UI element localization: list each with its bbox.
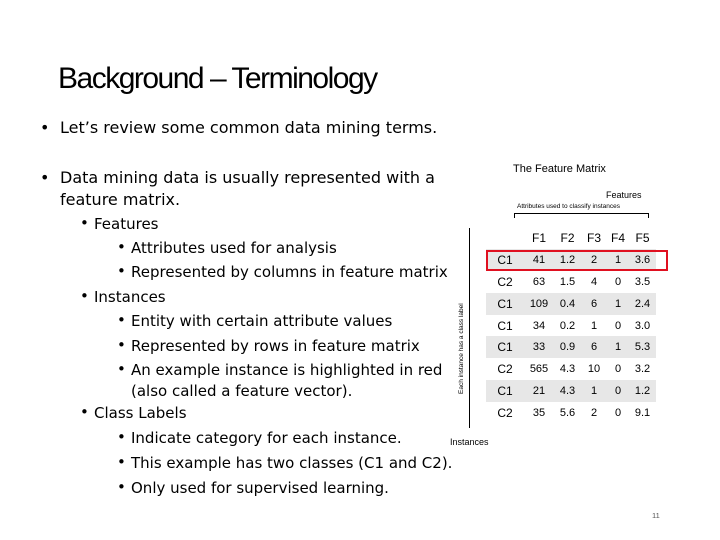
table-cell: 3.0 [634, 319, 651, 332]
bullet-dot: • [40, 168, 50, 187]
table-cell: 6 [581, 293, 607, 315]
bullet-dot: • [117, 360, 126, 378]
features-bracket [514, 213, 649, 218]
bullet-review-terms [40, 118, 438, 137]
table-cell: 5.3 [629, 336, 656, 358]
sub-features-text: Features [94, 215, 159, 233]
class-label-cell: C1 [497, 318, 513, 333]
table-cell: 5.6 [559, 407, 576, 420]
bullet-dot: • [80, 214, 89, 232]
class-label-cell: C2 [497, 362, 513, 377]
sub-instances-3-text: An example instance is highlighted in red [131, 361, 443, 379]
table-cell: 3.5 [634, 275, 651, 288]
table-row [486, 380, 656, 402]
table-cell: 0 [614, 319, 622, 332]
bullet-text-line2: feature matrix. [60, 190, 181, 209]
table-cell: 1.2 [554, 249, 581, 271]
sub-features-2 [117, 262, 448, 281]
sub-class-2 [117, 453, 453, 472]
bullet-text-line1: Data mining data is usually represented with a [60, 168, 435, 187]
table-header-row [486, 227, 656, 249]
table-cell: 1.5 [559, 275, 576, 288]
features-caption: Attributes used to classify instances [517, 203, 620, 210]
table-cell: 35 [532, 407, 546, 420]
bullet-dot: • [117, 478, 126, 496]
table-cell: 4 [590, 275, 598, 288]
features-label: Features [606, 190, 642, 200]
table-row [486, 293, 656, 315]
bullet-dot: • [117, 428, 126, 446]
bullet-dot: • [80, 287, 89, 305]
table-cell: 4.3 [559, 363, 576, 376]
bullet-feature-matrix [40, 168, 435, 187]
bullet-text: Let’s review some common data mining terms. [60, 118, 438, 137]
table-cell: 1 [607, 336, 629, 358]
header-cell [486, 227, 524, 249]
sub-class-1-text: Indicate category for each instance. [131, 429, 402, 447]
sub-features-1-text: Attributes used for analysis [131, 239, 337, 257]
table-cell: 2 [590, 407, 598, 420]
bullet-dot: • [80, 403, 89, 421]
sub-class-labels [80, 403, 187, 422]
class-label-cell: C2 [497, 274, 513, 289]
bullet-feature-matrix-cont [60, 190, 180, 209]
header-cell: F4 [610, 230, 625, 245]
instances-caption: Each instance has a class label [458, 303, 465, 394]
feature-matrix-title: The Feature Matrix [513, 163, 606, 175]
table-row [486, 336, 656, 358]
page-number: 11 [652, 511, 660, 520]
table-cell: 0 [607, 380, 629, 402]
table-cell: 10 [587, 363, 601, 376]
bullet-dot: • [40, 118, 50, 137]
table-cell: 33 [524, 336, 554, 358]
sub-features-2-text: Represented by columns in feature matrix [131, 263, 448, 281]
sub-instances [80, 287, 166, 306]
table-cell: 3.6 [629, 249, 656, 271]
header-cell: F5 [635, 230, 650, 245]
header-cell: F3 [586, 230, 601, 245]
table-cell: 41 [524, 249, 554, 271]
class-label-cell: C1 [486, 380, 524, 402]
table-cell: 109 [524, 293, 554, 315]
sub-class-3 [117, 478, 389, 497]
class-label-cell: C2 [497, 406, 513, 421]
class-label-cell: C1 [486, 249, 524, 271]
table-cell: 1 [581, 380, 607, 402]
bullet-dot: • [117, 238, 126, 256]
table-cell: 6 [581, 336, 607, 358]
table-cell: 0 [614, 363, 622, 376]
header-cell: F1 [531, 230, 546, 245]
sub-class-3-text: Only used for supervised learning. [131, 479, 389, 497]
sub-instances-1 [117, 311, 393, 330]
table-row [486, 402, 656, 424]
table-cell: 9.1 [634, 407, 651, 420]
table-row [486, 315, 656, 337]
table-cell: 0 [614, 407, 622, 420]
instances-label: Instances [450, 437, 489, 447]
header-cell: F2 [560, 230, 575, 245]
sub-instances-3 [117, 360, 443, 379]
table-cell: 1.2 [629, 380, 656, 402]
sub-instances-3-text-cont: (also called a feature vector). [131, 382, 353, 400]
sub-class-labels-text: Class Labels [94, 404, 187, 422]
sub-features-1 [117, 238, 337, 257]
sub-class-2-text: This example has two classes (C1 and C2). [131, 454, 453, 472]
table-cell: 2 [581, 249, 607, 271]
table-cell: 0 [614, 275, 622, 288]
highlighted-feature-vector [486, 250, 668, 271]
instances-bracket [469, 228, 470, 428]
slide-title: Background – Terminology [58, 62, 377, 95]
sub-features [80, 214, 159, 233]
table-cell: 0.9 [554, 336, 581, 358]
table-cell: 63 [532, 275, 546, 288]
table-row [486, 271, 656, 293]
table-cell: 1 [590, 319, 598, 332]
table-row [486, 358, 656, 380]
sub-instances-3-cont [131, 382, 352, 400]
sub-instances-1-text: Entity with certain attribute values [131, 312, 393, 330]
table-cell: 1 [607, 249, 629, 271]
bullet-dot: • [117, 336, 126, 354]
table-cell: 1 [607, 293, 629, 315]
table-cell: 4.3 [554, 380, 581, 402]
table-cell: 2.4 [629, 293, 656, 315]
table-cell: 0.2 [559, 319, 576, 332]
table-cell: 3.2 [634, 363, 651, 376]
sub-instances-2-text: Represented by rows in feature matrix [131, 337, 420, 355]
sub-instances-text: Instances [94, 288, 166, 306]
bullet-dot: • [117, 311, 126, 329]
table-cell: 565 [529, 363, 549, 376]
bullet-dot: • [117, 453, 126, 471]
sub-class-1 [117, 428, 402, 447]
bullet-dot: • [117, 262, 126, 280]
class-label-cell: C1 [486, 336, 524, 358]
table-cell: 34 [532, 319, 546, 332]
table-cell: 21 [524, 380, 554, 402]
class-label-cell: C1 [486, 293, 524, 315]
sub-instances-2 [117, 336, 420, 355]
table-cell: 0.4 [554, 293, 581, 315]
